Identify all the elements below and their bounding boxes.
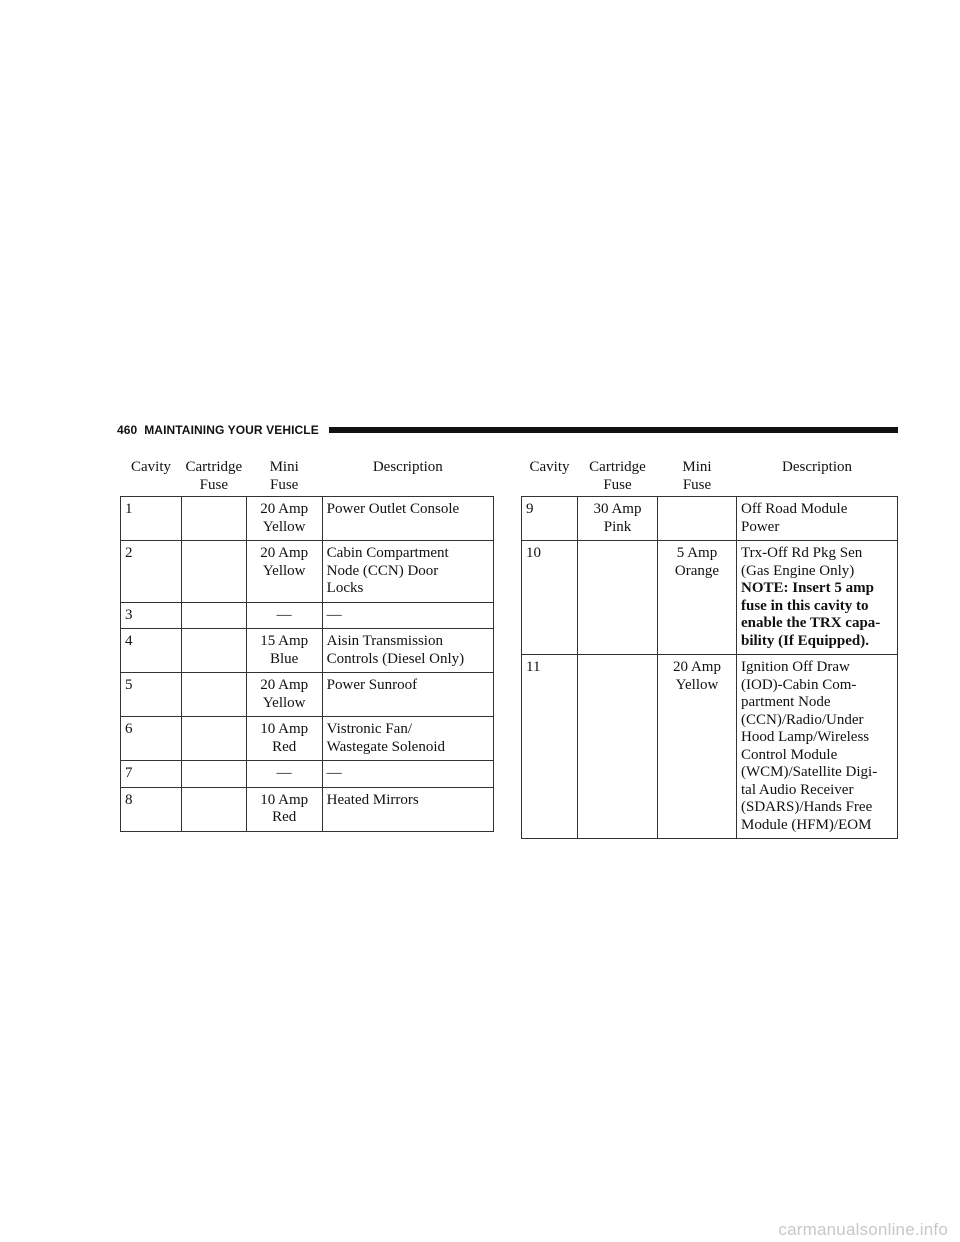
description-cell-text: Cabin Compartment Node (CCN) Door Locks	[326, 545, 449, 596]
page-header	[117, 421, 898, 439]
description-cell-text: Heated Mirrors	[326, 791, 419, 808]
col-header-description: Description	[322, 455, 493, 497]
cartridge-fuse-cell	[578, 497, 658, 541]
cavity-cell-text: 8	[125, 791, 133, 808]
cartridge-fuse-cell-text: 30 Amp Pink	[593, 501, 642, 535]
fuse-table-left	[120, 455, 494, 832]
cavity-cell-text: 1	[125, 501, 133, 517]
cavity-cell-text: 11	[526, 659, 541, 675]
mini-fuse-cell-text: 20 Amp Yellow	[260, 501, 309, 535]
mini-fuse-cell	[246, 787, 322, 831]
note-text: NOTE: Insert 5 amp fuse in this cavity to enable the TRX capa- bility (If Equipped).	[741, 580, 881, 649]
mini-fuse-cell	[658, 655, 737, 839]
description-cell	[322, 673, 493, 717]
cavity-cell	[522, 497, 578, 541]
cavity-cell-text: 10	[526, 545, 541, 561]
mini-fuse-cell	[246, 629, 322, 673]
table-header-row	[522, 455, 898, 497]
col-header-mini-fuse: Mini Fuse	[246, 455, 322, 497]
mini-fuse-cell	[246, 761, 322, 788]
mini-fuse-cell-text: —	[276, 765, 292, 781]
mini-fuse-cell-text: 20 Amp Yellow	[260, 677, 309, 711]
cartridge-fuse-cell	[578, 541, 658, 655]
description-cell	[322, 787, 493, 831]
mini-fuse-cell	[658, 541, 737, 655]
description-cell	[322, 629, 493, 673]
cartridge-fuse-cell	[182, 761, 247, 788]
description-cell-text: Trx-Off Rd Pkg Sen (Gas Engine Only)	[741, 545, 863, 579]
mini-fuse-cell	[246, 673, 322, 717]
watermark: carmanualsonline.info	[778, 1220, 948, 1239]
mini-fuse-cell-text: 5 Amp Orange	[674, 545, 720, 579]
description-cell	[322, 602, 493, 629]
cavity-cell	[121, 761, 182, 788]
description-cell	[322, 497, 493, 541]
description-cell-text: Power Outlet Console	[326, 501, 460, 517]
mini-fuse-cell-text: 15 Amp Blue	[260, 633, 309, 667]
cavity-cell	[121, 541, 182, 603]
description-cell	[737, 497, 898, 541]
page-number: 460	[117, 423, 138, 437]
mini-fuse-cell	[246, 497, 322, 541]
description-cell	[322, 541, 493, 603]
table-row	[121, 497, 494, 541]
mini-fuse-cell	[658, 497, 737, 541]
description-cell	[737, 541, 898, 655]
mini-fuse-cell	[246, 602, 322, 629]
cartridge-fuse-cell	[578, 655, 658, 839]
cartridge-fuse-cell	[182, 629, 247, 673]
table-row	[121, 787, 494, 831]
col-header-cavity: Cavity	[121, 455, 182, 497]
cavity-cell	[121, 787, 182, 831]
mini-fuse-cell-text: 20 Amp Yellow	[260, 545, 309, 579]
mini-fuse-cell-text: —	[276, 606, 292, 623]
description-cell-text: Ignition Off Draw (IOD)-Cabin Com- partment Node (CCN)/Radio/Under Hood Lamp/Wireless Control Module (WCM)/Satellite Digi- tal Audio Receiver (SDARS)/Hands Free Module (HFM)/EOM	[741, 659, 878, 833]
description-cell	[737, 655, 898, 839]
mini-fuse-cell	[246, 541, 322, 603]
col-header-description: Description	[737, 455, 898, 497]
cavity-cell	[121, 673, 182, 717]
header-rule	[329, 427, 898, 433]
description-cell-text: Off Road Module Power	[741, 501, 848, 535]
table-row	[121, 602, 494, 629]
table-row	[121, 629, 494, 673]
col-header-cartridge-fuse: Cartridge Fuse	[578, 455, 658, 497]
mini-fuse-cell	[246, 717, 322, 761]
description-cell-text: Power Sunroof	[326, 677, 418, 693]
section-title: MAINTAINING YOUR VEHICLE	[144, 423, 319, 437]
description-cell	[322, 717, 493, 761]
cartridge-fuse-cell	[182, 673, 247, 717]
col-header-cartridge-fuse: Cartridge Fuse	[182, 455, 247, 497]
cartridge-fuse-cell	[182, 717, 247, 761]
col-header-cavity: Cavity	[522, 455, 578, 497]
table-row	[121, 761, 494, 788]
cavity-cell-text: 2	[125, 545, 133, 561]
cavity-cell-text: 6	[125, 721, 133, 737]
cavity-cell	[121, 602, 182, 629]
col-header-mini-fuse: Mini Fuse	[658, 455, 737, 497]
table-row	[121, 541, 494, 603]
mini-fuse-cell-text: 20 Amp Yellow	[673, 659, 721, 693]
table-row	[522, 497, 898, 541]
cavity-cell	[121, 717, 182, 761]
description-cell	[322, 761, 493, 788]
cartridge-fuse-cell	[182, 787, 247, 831]
cartridge-fuse-cell	[182, 497, 247, 541]
mini-fuse-cell-text: 10 Amp Red	[260, 721, 309, 755]
page-header-text	[117, 423, 319, 437]
description-cell-text: Aisin Transmission Controls (Diesel Only)	[326, 633, 465, 667]
cavity-cell-text: 7	[125, 765, 133, 781]
table-header-row	[121, 455, 494, 497]
description-cell-text: —	[326, 765, 342, 781]
cavity-cell	[121, 497, 182, 541]
description-cell-text: —	[326, 606, 342, 623]
cavity-cell-text: 5	[125, 677, 133, 693]
table-row	[121, 673, 494, 717]
cavity-cell	[522, 541, 578, 655]
description-cell-text: Vistronic Fan/ Wastegate Solenoid	[326, 721, 446, 755]
fuse-table-right	[521, 455, 898, 839]
table-row	[121, 717, 494, 761]
cavity-cell	[121, 629, 182, 673]
cavity-cell-text: 3	[125, 606, 133, 623]
table-row	[522, 655, 898, 839]
table-row	[522, 541, 898, 655]
cartridge-fuse-cell	[182, 541, 247, 603]
cavity-cell	[522, 655, 578, 839]
cavity-cell-text: 4	[125, 633, 133, 649]
cartridge-fuse-cell	[182, 602, 247, 629]
mini-fuse-cell-text: 10 Amp Red	[260, 791, 309, 825]
cavity-cell-text: 9	[526, 501, 534, 517]
